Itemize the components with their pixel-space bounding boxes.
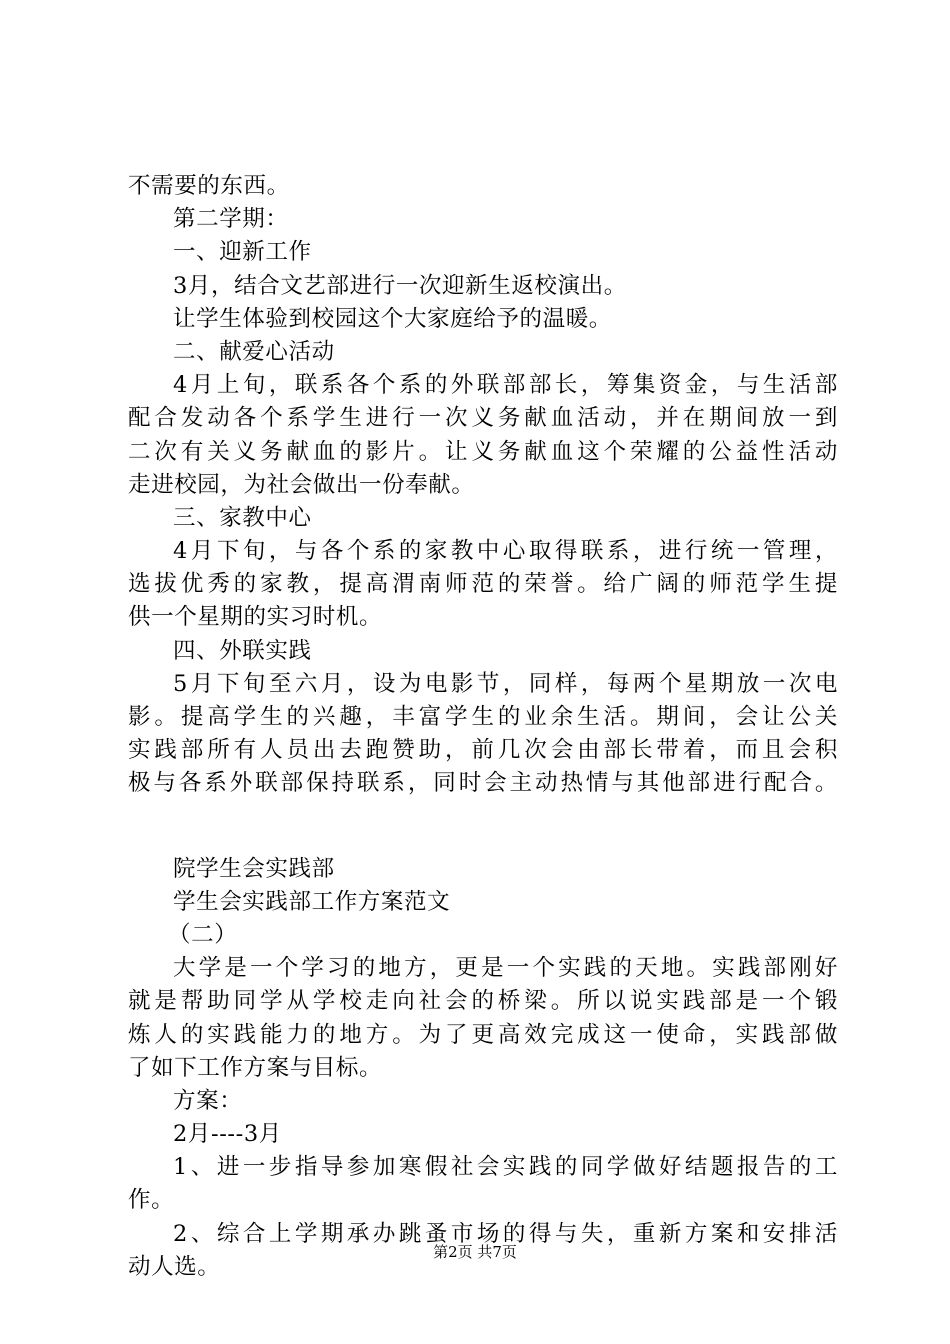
document-body xyxy=(128,170,838,1284)
section-heading: 三、家教中心 xyxy=(173,504,312,531)
section-heading: 第二学期： xyxy=(173,206,289,233)
document-title: 学生会实践部工作方案范文 xyxy=(173,888,451,915)
paragraph-line: 炼人的实践能力的地方。为了更高效完成这一使命，实践部做 xyxy=(128,1021,838,1048)
paragraph-line: 2、综合上学期承办跳蚤市场的得与失，重新方案和安排活 xyxy=(173,1220,838,1247)
paragraph-line: 供一个星期的实习时机。 xyxy=(128,604,383,631)
paragraph-line: 5月下旬至六月，设为电影节，同样，每两个星期放一次电 xyxy=(173,670,838,697)
paragraph-line: 让学生体验到校园这个大家庭给予的温暖。 xyxy=(173,305,612,332)
page-number: 第2页 共7页 xyxy=(433,1243,517,1261)
paragraph-line: 大学是一个学习的地方，更是一个实践的天地。实践部刚好 xyxy=(173,955,838,982)
section-heading: 2月----3月 xyxy=(173,1121,282,1148)
paragraph-line: 3月，结合文艺部进行一次迎新生返校演出。 xyxy=(173,272,627,299)
paragraph-line: 配合发动各个系学生进行一次义务献血活动，并在期间放一到 xyxy=(128,405,838,432)
paragraph-line: 实践部所有人员出去跑赞助，前几次会由部长带着，而且会积 xyxy=(128,737,838,764)
paragraph-line: 二次有关义务献血的影片。让义务献血这个荣耀的公益性活动 xyxy=(128,438,838,465)
paragraph-line: 动人选。 xyxy=(128,1253,221,1280)
paragraph-line: 选拔优秀的家教，提高渭南师范的荣誉。给广阔的师范学生提 xyxy=(128,571,838,598)
paragraph-line: 1、进一步指导参加寒假社会实践的同学做好结题报告的工 xyxy=(173,1154,838,1181)
paragraph-line: 就是帮助同学从学校走向社会的桥梁。所以说实践部是一个锻 xyxy=(128,988,838,1015)
section-heading: 方案： xyxy=(173,1087,243,1114)
section-heading: 一、迎新工作 xyxy=(173,239,312,266)
section-heading: 四、外联实践 xyxy=(173,637,312,664)
paragraph-gap xyxy=(128,801,838,853)
paragraph-line: 影。提高学生的兴趣，丰富学生的业余生活。期间，会让公关 xyxy=(128,704,838,730)
paragraph-line: 走进校园，为社会做出一份奉献。 xyxy=(128,471,475,498)
paragraph-line: 了如下工作方案与目标。 xyxy=(128,1054,383,1081)
department-name: 院学生会实践部 xyxy=(173,855,335,882)
paragraph-line: 极与各系外联部保持联系，同时会主动热情与其他部进行配合。 xyxy=(128,770,838,797)
paragraph-line: 不需要的东西。 xyxy=(128,173,290,199)
document-subtitle: （二） xyxy=(168,921,238,948)
page-footer xyxy=(0,1242,950,1262)
paragraph-line: 作。 xyxy=(128,1187,175,1214)
paragraph-line: 4月上旬，联系各个系的外联部部长，筹集资金，与生活部 xyxy=(173,372,838,399)
paragraph-line: 4月下旬，与各个系的家教中心取得联系，进行统一管理， xyxy=(173,538,838,565)
section-heading: 二、献爱心活动 xyxy=(173,338,335,365)
